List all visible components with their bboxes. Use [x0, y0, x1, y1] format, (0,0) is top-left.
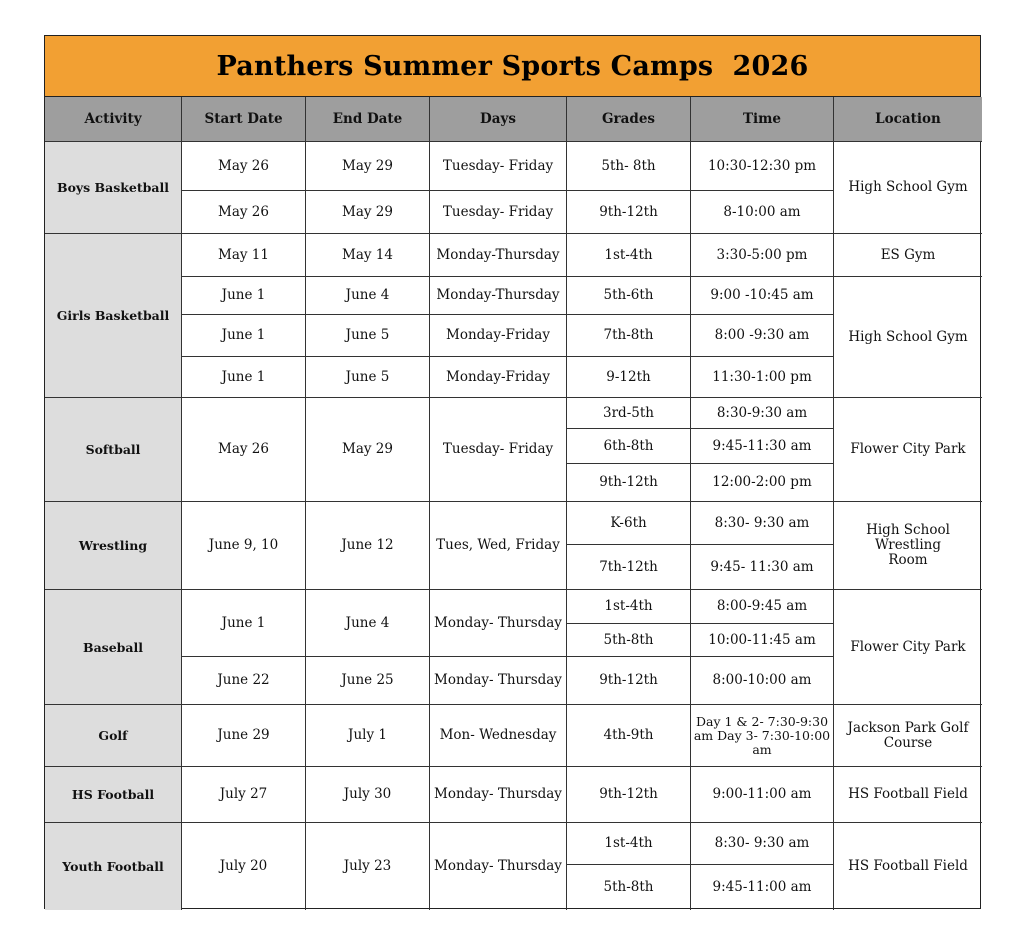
end-date-cell: June 4: [306, 277, 430, 315]
column-header-start: Start Date: [182, 97, 306, 142]
time-cell: 8:30- 9:30 am: [691, 823, 834, 865]
start-date-cell: June 1: [182, 277, 306, 315]
grades-cell: 3rd-5th: [567, 398, 691, 429]
grades-cell: 5th-8th: [567, 624, 691, 657]
grades-cell: 4th-9th: [567, 705, 691, 767]
grades-cell: 9th-12th: [567, 191, 691, 234]
time-cell: 9:45-11:00 am: [691, 865, 834, 910]
time-cell: 3:30-5:00 pm: [691, 234, 834, 277]
start-date-cell: June 1: [182, 590, 306, 657]
start-date-cell: May 26: [182, 191, 306, 234]
activity-cell: Golf: [45, 705, 182, 767]
column-header-days: Days: [430, 97, 567, 142]
end-date-cell: May 29: [306, 191, 430, 234]
time-cell: 10:00-11:45 am: [691, 624, 834, 657]
start-date-cell: May 26: [182, 142, 306, 191]
time-cell: 10:30-12:30 pm: [691, 142, 834, 191]
start-date-cell: July 20: [182, 823, 306, 910]
activity-cell: HS Football: [45, 767, 182, 823]
start-date-cell: May 26: [182, 398, 306, 502]
grades-cell: 9th-12th: [567, 464, 691, 502]
end-date-cell: May 14: [306, 234, 430, 277]
activity-cell: Softball: [45, 398, 182, 502]
days-cell: Tuesday- Friday: [430, 191, 567, 234]
column-header-activity: Activity: [45, 97, 182, 142]
location-cell: High School Gym: [834, 277, 982, 398]
time-cell: 8:30- 9:30 am: [691, 502, 834, 545]
days-cell: Tuesday- Friday: [430, 142, 567, 191]
end-date-cell: June 4: [306, 590, 430, 657]
time-cell: 11:30-1:00 pm: [691, 357, 834, 398]
time-cell: 12:00-2:00 pm: [691, 464, 834, 502]
activity-cell: Baseball: [45, 590, 182, 705]
grades-cell: 9-12th: [567, 357, 691, 398]
location-cell: High School Gym: [834, 142, 982, 234]
time-cell: 8:00 -9:30 am: [691, 315, 834, 357]
days-cell: Monday-Thursday: [430, 234, 567, 277]
activity-cell: Boys Basketball: [45, 142, 182, 234]
page-title: Panthers Summer Sports Camps 2026: [216, 50, 809, 82]
start-date-cell: June 29: [182, 705, 306, 767]
time-cell: 9:45-11:30 am: [691, 429, 834, 464]
days-cell: Monday- Thursday: [430, 657, 567, 705]
days-cell: Tuesday- Friday: [430, 398, 567, 502]
column-header-end: End Date: [306, 97, 430, 142]
time-cell: Day 1 & 2- 7:30-9:30 am Day 3- 7:30-10:00am: [691, 705, 834, 767]
location-cell: Flower City Park: [834, 398, 982, 502]
start-date-cell: May 11: [182, 234, 306, 277]
start-date-cell: June 9, 10: [182, 502, 306, 590]
location-cell: HS Football Field: [834, 767, 982, 823]
column-header-grades: Grades: [567, 97, 691, 142]
time-cell: 9:45- 11:30 am: [691, 545, 834, 590]
grades-cell: 5th-6th: [567, 277, 691, 315]
days-cell: Monday-Friday: [430, 315, 567, 357]
location-cell: ES Gym: [834, 234, 982, 277]
time-cell: 8:30-9:30 am: [691, 398, 834, 429]
grades-cell: 6th-8th: [567, 429, 691, 464]
grades-cell: 1st-4th: [567, 234, 691, 277]
location-cell: Flower City Park: [834, 590, 982, 705]
activity-cell: Wrestling: [45, 502, 182, 590]
grades-cell: 7th-8th: [567, 315, 691, 357]
days-cell: Monday- Thursday: [430, 823, 567, 910]
grades-cell: 1st-4th: [567, 590, 691, 624]
camp-schedule-table: [44, 35, 981, 909]
time-cell: 9:00 -10:45 am: [691, 277, 834, 315]
days-cell: Monday- Thursday: [430, 767, 567, 823]
column-header-time: Time: [691, 97, 834, 142]
end-date-cell: June 5: [306, 357, 430, 398]
grades-cell: 7th-12th: [567, 545, 691, 590]
grades-cell: 9th-12th: [567, 767, 691, 823]
end-date-cell: June 12: [306, 502, 430, 590]
end-date-cell: May 29: [306, 398, 430, 502]
end-date-cell: July 23: [306, 823, 430, 910]
time-cell: 8:00-10:00 am: [691, 657, 834, 705]
grades-cell: 5th-8th: [567, 865, 691, 910]
time-cell: 8:00-9:45 am: [691, 590, 834, 624]
end-date-cell: June 25: [306, 657, 430, 705]
end-date-cell: July 1: [306, 705, 430, 767]
days-cell: Monday-Thursday: [430, 277, 567, 315]
end-date-cell: June 5: [306, 315, 430, 357]
grades-cell: 5th- 8th: [567, 142, 691, 191]
time-cell: 9:00-11:00 am: [691, 767, 834, 823]
start-date-cell: June 1: [182, 315, 306, 357]
location-cell: Jackson Park Golf Course: [834, 705, 982, 767]
title-banner: [45, 36, 980, 97]
days-cell: Monday- Thursday: [430, 590, 567, 657]
end-date-cell: July 30: [306, 767, 430, 823]
grades-cell: K-6th: [567, 502, 691, 545]
column-header-location: Location: [834, 97, 982, 142]
start-date-cell: July 27: [182, 767, 306, 823]
days-cell: Monday-Friday: [430, 357, 567, 398]
grades-cell: 1st-4th: [567, 823, 691, 865]
activity-cell: Youth Football: [45, 823, 182, 910]
time-cell: 8-10:00 am: [691, 191, 834, 234]
days-cell: Mon- Wednesday: [430, 705, 567, 767]
activity-cell: Girls Basketball: [45, 234, 182, 398]
start-date-cell: June 1: [182, 357, 306, 398]
start-date-cell: June 22: [182, 657, 306, 705]
end-date-cell: May 29: [306, 142, 430, 191]
location-cell: HS Football Field: [848, 858, 968, 874]
days-cell: Tues, Wed, Friday: [430, 502, 567, 590]
location-cell: High School Wrestling Room: [834, 502, 982, 590]
grades-cell: 9th-12th: [567, 657, 691, 705]
